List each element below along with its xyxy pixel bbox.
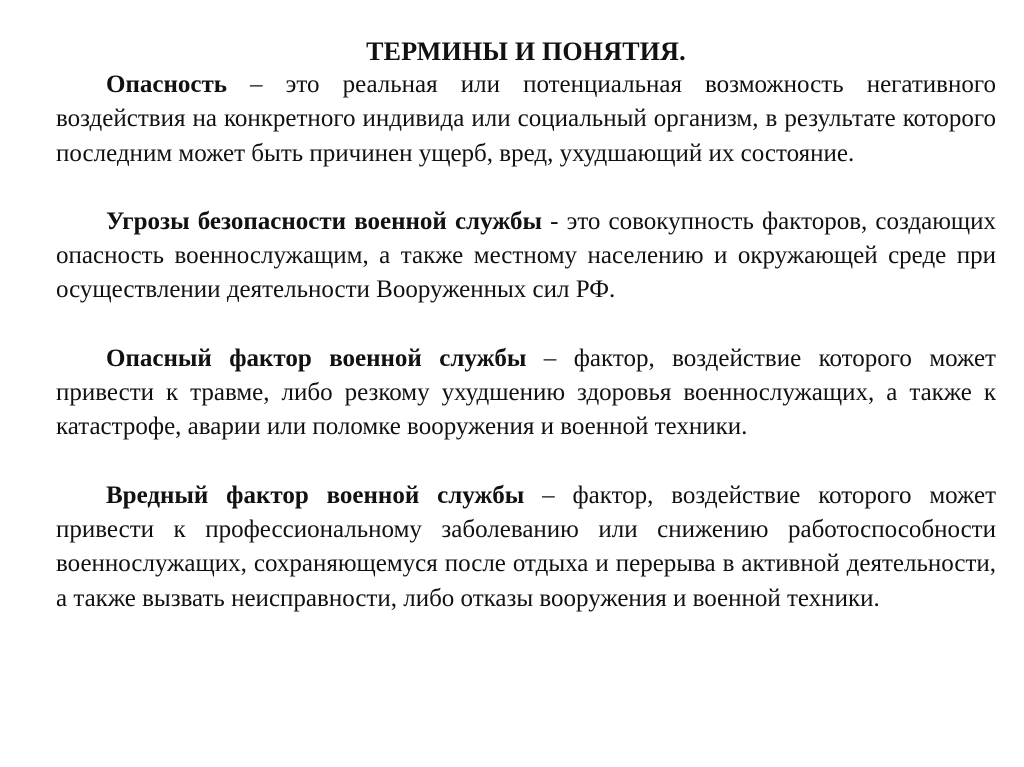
definition-text: – это реальная или потенциальная возможность негативного воздействия на конкретного индивида или социальный организм, в результате которого последним может быть причинен ущерб, вред, ухудшающий их состояние. [56, 71, 996, 167]
definition-text: - это совокупность факторов, создающих опасность военнослужащим, а также местному населению и окружающей среде при осуществлении деятельности Вооруженных сил РФ. [56, 207, 996, 304]
slide-content [56, 36, 996, 616]
definition-harmful-factor [56, 479, 996, 616]
definition-term: Вредный фактор военной службы [106, 481, 525, 509]
definition-text: – фактор, воздействие которого может привести к профессиональному заболеванию или снижению работоспособности военнослужащих, сохраняющемуся после отдыха и перерыва в активной деятельности, а также вызвать неисправности, либо отказы вооружения и военной техники. [56, 481, 997, 612]
definition-term: Угрозы безопасности военной службы [106, 207, 543, 235]
definition-dangerous-factor [56, 342, 996, 445]
definition-threats [56, 205, 996, 308]
definition-term: Опасный фактор военной службы [106, 344, 527, 372]
page-title: ТЕРМИНЫ И ПОНЯТИЯ. [366, 37, 686, 66]
definition-term: Опасность [106, 71, 227, 98]
definition-text: – фактор, воздействие которого может привести к травме, либо резкому ухудшению здоровья военнослужащих, а также к катастрофе, аварии или поломке вооружения и военной техники. [56, 344, 996, 441]
definition-danger [56, 68, 996, 171]
